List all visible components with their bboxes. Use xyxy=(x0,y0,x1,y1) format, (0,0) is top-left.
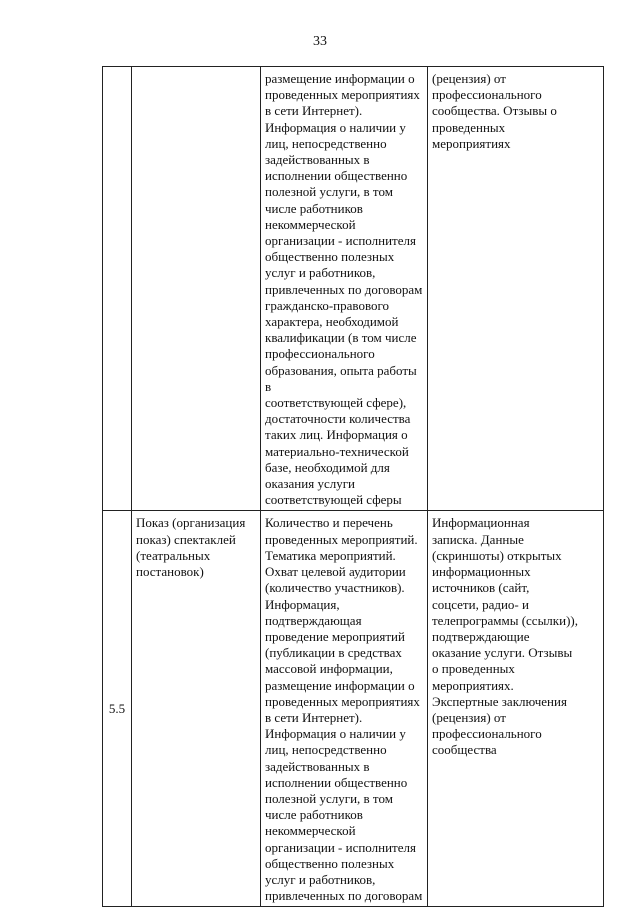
service-content-cell xyxy=(261,511,428,907)
confirming-documents-cell xyxy=(428,511,604,907)
row-number-cell xyxy=(103,511,132,907)
confirming-documents-cell xyxy=(428,67,604,511)
table-row xyxy=(103,67,604,511)
confirming-documents: Информационная записка. Данные (скриншоты) открытых информационных источников (сайт, соцсети, радио- и телепрограммы (ссылки)), подтверждающие оказание услуги. Отзывы о проведенных мероприятиях. Экспертные заключения (рецензия) от профессионального сообщества xyxy=(432,515,578,758)
service-content: размещение информации о проведенных мероприятиях в сети Интернет). Информация о наличии у лиц, непосредственно задействованных в исполнении общественно полезной услуги, в том числе работников некоммерческой организации - исполнителя общественно полезных услуг и работников, привлеченных по договорам гражданско-правового характера, необходимой квалификации (в том числе профессионального образования, опыта работы в соответствующей сфере), достаточности количества таких лиц. Информация о материально-технической базе, необходимой для оказания услуги соответствующей сферы xyxy=(265,71,423,508)
page-number: 33 xyxy=(313,34,327,49)
service-name: Показ (организация показ) спектаклей (театральных постановок) xyxy=(136,515,246,580)
service-name-cell xyxy=(132,511,261,907)
row-number-cell xyxy=(103,67,132,511)
service-name-cell xyxy=(132,67,261,511)
table-row xyxy=(103,511,604,907)
service-content-cell xyxy=(261,67,428,511)
row-number: 5.5 xyxy=(108,700,126,716)
service-content: Количество и перечень проведенных мероприятий. Тематика мероприятий. Охват целевой аудитории (количество участников). Информация, подтверждающая проведение мероприятий (публикации в средствах массовой информации, размещение информации о проведенных мероприятиях в сети Интернет). Информация о наличии у лиц, непосредственно задействованных в исполнении общественно полезной услуги, в том числе работников некоммерческой организации - исполнителя общественно полезных услуг и работников, привлеченных по договорам xyxy=(265,515,423,904)
confirming-documents: (рецензия) от профессионального сообщества. Отзывы о проведенных мероприятиях xyxy=(432,71,557,151)
services-table xyxy=(102,66,604,907)
